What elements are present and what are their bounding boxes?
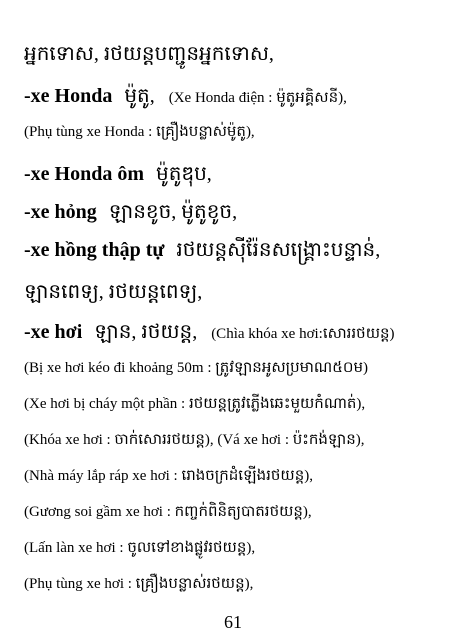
entry-headword: -xe Honda [24,85,113,107]
note-line [24,122,452,144]
khmer-text: ឡាន, រថយន្ត, [94,321,198,343]
khmer-text: រថយន្តស៊ីរ៉ែនសង្គ្រោះបន្ទាន់, [176,239,381,261]
entry-line [24,82,452,112]
example-note: (Chìa khóa xe hơi:សោររថយន្ត) [211,326,395,342]
example-note: (Phụ tùng xe hơi : គ្រឿងបន្លាស់រថយន្ត), [24,576,254,592]
khmer-text: ម៉ូតូ, [124,85,155,107]
entry-headword: -xe hồng thập tự [24,239,165,261]
note-line [24,502,452,524]
entry-line [24,160,452,190]
text-line [24,40,452,70]
entry-line [24,318,452,348]
khmer-text: ឡានពេទ្យ, រថយន្តពេទ្យ, [24,281,203,303]
example-note: (Nhà máy lắp ráp xe hơi : រោងចក្រដំឡើងរថយន្ត), [24,468,313,484]
khmer-text: ឡានខូច, ម៉ូតូខូច, [108,201,238,223]
entry-headword: -xe hỏng [24,201,97,223]
text-line [24,278,452,308]
note-line [24,394,452,416]
example-note: (Lấn làn xe hơi : ចូលទៅខាងផ្លូវរថយន្ត), [24,540,256,556]
note-line [24,358,452,380]
example-note: (Phụ tùng xe Honda : គ្រឿងបន្លាស់ម៉ូតូ), [24,124,255,140]
khmer-text: ម៉ូតូឌុប, [156,163,212,185]
example-note: (Gương soi gầm xe hơi : កញ្ចក់ពិនិត្យបាតរថយន្ត), [24,504,312,520]
example-note: (Xe Honda điện : ម៉ូតូអគ្គិសនី), [168,90,347,106]
note-line [24,430,452,452]
entry-headword: -xe hơi [24,321,83,343]
page-number: 61 [224,612,242,632]
example-note: (Bị xe hơi kéo đi khoảng 50m : ត្រូវឡានអូសប្រមាណ៥០ម) [24,360,368,376]
example-note: (Xe hơi bị cháy một phần : រថយន្តត្រូវភ្លើងឆេះមួយកំណាត់), [24,396,366,412]
note-line [24,574,452,596]
note-line [24,538,452,560]
entry-headword: -xe Honda ôm [24,163,144,185]
example-note: (Khóa xe hơi : ចាក់សោររថយន្ត), (Vá xe hơi : ប៉ះកង់ឡាន), [24,432,365,448]
note-line [24,466,452,488]
entry-line [24,198,452,228]
khmer-text: អ្នកទោស, រថយន្តបញ្ជូនអ្នកទោស, [24,43,274,65]
entry-line [24,236,452,266]
